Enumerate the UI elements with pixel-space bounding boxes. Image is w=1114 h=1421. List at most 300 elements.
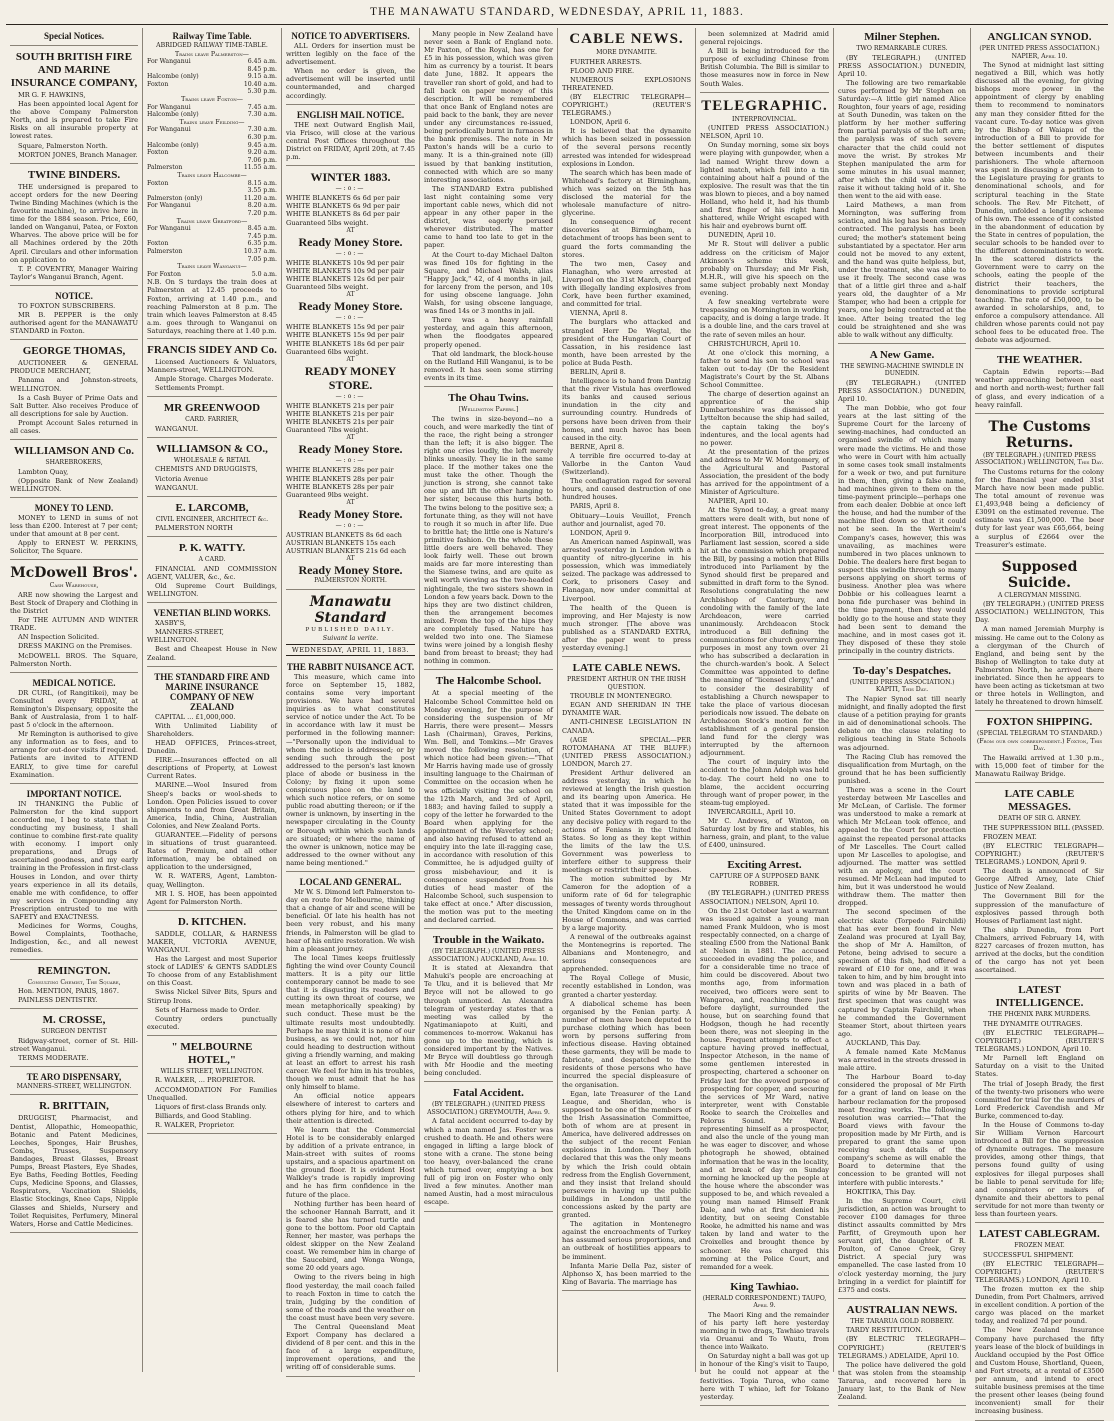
blanket-line: WHITE BLANKETS 21s per pair <box>286 401 394 410</box>
article <box>975 351 1104 413</box>
timetable-time: 9.45 a.m. <box>247 141 277 149</box>
paragraph: WANGANUI. <box>155 424 199 433</box>
timetable-destination: Palmerston <box>147 164 183 172</box>
article-headline: D. KITCHEN. <box>177 915 247 928</box>
timetable-time: 5.0 a.m. <box>251 270 277 278</box>
article-headline: LATE CABLE MESSAGES. <box>1004 788 1075 814</box>
timetable-title: Railway Time Table. <box>172 31 252 41</box>
paragraph: The Synod at midnight last sitting negatived a Bill, which was hotly discussed all the evening, for giving bishops more power in the appointment of clergy by enabling them to recommend to nominators any man they consider fitted for the vacant cure. To-day notice was given by the Bishop of Waiapu of the introduction of a Bill to provide for the better settlement of disputes between incumbents and their parishioners. The whole afternoon was spent in discussing a petition to the Legislature praying for grants to denominational schools, and for scriptural teaching in the State schools. The Rev. Mr Fitchett, of Dunedin, unfolded a lengthy scheme of his own. The essence of it consisted in the abandonment of education by the State in centres of population, the secular schools to be handed over to the different denominations to work. In the scattered districts the Government were to carry on the schools, eating the people of the district their teachers, the denominations to provide scriptural teaching. The rate of £50,000, to be awarded in scholarships, and, to enforce a compulsory attendance. All children whose parents could not pay school fees to be educated free. The debate was adjourned. <box>975 61 1104 345</box>
article-headline: R. BRITTAIN, <box>39 1100 109 1113</box>
timetable-time: 6.45 a.m. <box>247 58 277 66</box>
timetable-destination: Foxton <box>147 240 169 248</box>
article-body <box>424 415 553 666</box>
article-headline: IMPORTANT NOTICE. <box>26 788 122 799</box>
column-2 <box>143 28 282 1372</box>
article-subhead: (BY TELEGRAPH.) (UNITED PRESS ASSOCIATION.) WELLINGTON, This Day. <box>975 451 1104 467</box>
paragraph: DRUGGIST, Pharmacist, and Dentist, Allopathic, Homeopathic, Botanic and Patent Medicines, Leeches, Sponges, Hair Brushes, Combs, Trusses, Suspensory Bandages, Breast Glasses, Breast Pumps, Breast Plasters, Eye Shades, Eye Baths, Feeding Bottles, Feeding Cups, Medicine Spoons, and Glasses, Respirators, Vaccination Shields, Elastic Stockings, Knee Caps, Nipple Glasses and Shields, Nursery and Toilet Requisites, Perfumery, Mineral Waters, Horse and Cattle Medicines. <box>10 1114 138 1228</box>
paragraph: There was a scene in the Court yesterday between Mr Lascelles and Mr McLean, of Carlisle. The former was understood to make a remark at which Mr McLean took offence, and appealed to the Court for protection against the repeated personal attacks of Mr Lascelles. The Court called upon Mr Lascelles to apologise, and adjourned. The matter was settled with an apology, and the court resumed. Mr McLean had imputed to him, but it was understood he would withdraw them. The matter then dropped. <box>838 786 966 908</box>
paragraph: Swiss Nickel Silver Bits, Spurs and Stirrup Irons. <box>147 988 277 1005</box>
timetable-time: 8.15 a.m. <box>247 179 277 187</box>
article-subhead: (BY TELEGRAPH.) (UNITED PRESS ASSOCIATION.) GREYMOUTH, April 9. <box>427 1101 550 1116</box>
article-headline: ANGLICAN SYNOD. <box>987 31 1092 43</box>
paragraph: TROUBLE IN MONTENEGRO. <box>570 692 672 701</box>
article-body <box>700 889 829 1270</box>
paragraph: Has been appointed local Agent for the above Company Palmerston North, and is prepared to take Fire Risks on all insurable property at lowest rates. <box>10 100 138 141</box>
divider: —:o:— <box>335 392 366 400</box>
divider: —:o:— <box>335 185 366 193</box>
timetable-row <box>147 142 277 150</box>
article <box>975 1225 1104 1420</box>
paragraph: Ridgway-street, corner of St. Hill-street Wanganui. <box>10 1036 138 1053</box>
paragraph: MR I. S. HOE, has been appointed Agent for Palmerston North. <box>147 889 277 906</box>
timetable-time: 7.45 a.m. <box>247 103 277 111</box>
paragraph: (AGE SPECIAL—PER ROTOMAHANA AT THE BLUFF.) (UNITED PRESS ASSOCIATION.) LONDON, March 27. <box>562 735 691 768</box>
paragraph: THE DYNAMITE OUTRAGES. <box>983 1019 1083 1028</box>
blanket-line: WHITE BLANKETS 10s 9d per pair <box>286 266 405 275</box>
blanket-line: WHITE BLANKETS 28s per pair <box>286 482 394 491</box>
timetable-destination: Foxton <box>147 179 169 187</box>
timetable-row <box>147 73 277 81</box>
article <box>562 28 691 657</box>
divider: —:o:— <box>335 314 366 322</box>
paragraph: Square, Palmerston North. <box>18 141 108 150</box>
paragraph: The motion submitted by Mr Cameron for the adoption of a uniform rate of 6d for telegraphic messages of twenty words throughout the United Kingdom came on in the House of Commons, and was carried by a large majority. <box>562 875 691 932</box>
blanket-line: Guaranteed 5lbs weight. <box>286 218 369 227</box>
timetable-time: 11.20 a.m. <box>243 194 277 202</box>
paragraph: The Napier Synod sat till nearly midnight, and finally adopted the first clause of a petition praying for grants in aid of denominational schools. The debate on the clause relating to religious teaching in State Schools was adjourned. <box>838 694 966 752</box>
paragraph: A renewal of the outbreaks against the Montenegrins is reported. The Albanians and Montenegro, and serious consequences are apprehended. <box>562 932 691 974</box>
article-headline: MONEY TO LEND. <box>34 502 114 513</box>
article <box>700 95 829 855</box>
timetable-note: N.B. On S turdays the train does at Palmerston at 12.45 proceeds to Foxton, arriving at 1.40 p.m., and reaching Palmerston at 8 p.m. The train which leaves Palmerston at 8.45 a.m. goes through to Wanganui on Saturdays, reaching there at 1.40 p.m. <box>147 278 277 335</box>
paragraph: Settlements Prompt. <box>155 384 225 393</box>
paragraph: Mr W. S. Dimond left Palmerston to-day en route for Melbourne, thinking that a change of air and scene will be beneficial. Of late his health has not been very robust, and his many friends, in Palmerston will be glad to hear of his entire restoration. We wish him a pleasant journey. <box>286 888 415 953</box>
article-body <box>975 61 1104 344</box>
timetable-time: 7.20 p.m. <box>247 209 277 217</box>
article-headline: CABLE NEWS. <box>569 31 684 47</box>
timetable-destination: Halcombe (only) <box>147 111 199 119</box>
paragraph: At one o'clock this morning, a father to send his son to school was taken out to-day (Dr the Resident Magistrate's Court by the St. Albans School Committee. <box>700 348 829 390</box>
timetable-destination <box>147 210 228 218</box>
paper-motto: Suivant la verite. <box>322 633 379 642</box>
paragraph: At the presentation of the prizes and address to Mr W. Montgomery, of the Agricultural and Pastoral Association, the president of the body has arrived for the appointment of a Minister of Agriculture. <box>700 447 829 497</box>
paragraph: TARDY RESTITUTION. <box>846 1326 923 1335</box>
article <box>838 28 966 344</box>
timetable-time: 8.45 a.m. <box>247 225 277 233</box>
article-body <box>147 619 277 661</box>
article-headline: GEORGE THOMAS, <box>22 345 126 358</box>
timetable-destination <box>147 187 228 195</box>
column-6 <box>696 28 834 1401</box>
paragraph: HOKITIKA, This Day. <box>846 1187 916 1196</box>
blanket-line: WHITE BLANKETS 18s 6d per pair <box>286 339 405 348</box>
paragraph: The Central Queensland Meat Export Company has declared a dividend of 8 per cent. and this in the face of a large expenditure, improvement operations, and the writing off of considerable sums. <box>286 1323 415 1372</box>
article-body <box>147 1076 277 1129</box>
article <box>286 28 415 105</box>
article <box>424 931 553 1082</box>
article-headline: P. K. WATTY. <box>178 542 246 555</box>
article-headline: LATEST INTELLIGENCE. <box>995 984 1084 1010</box>
article-body <box>10 468 138 493</box>
paragraph: Medicines for Worms, Coughs, Bowel Complaints, Toothache, Indigestion, &c., and all newest remedies. <box>10 922 138 955</box>
paragraph: The death is announced of Sir George Alfred Arney, late Chief Justice of New Zealand. <box>975 867 1104 892</box>
blanket-advertisement <box>286 168 415 589</box>
at-label: AT <box>346 226 355 234</box>
paragraph: The conflagration raged for several hours, and caused destruction of one hundred houses. <box>562 477 691 502</box>
paragraph: MR G. F. HAWKINS, <box>18 91 86 99</box>
paragraph: Mr R. Stout will deliver a public address on the criticism of Major Atkinson's scheme this week, probably on Thursday; and Mr Fish, M.H.R., will give his speech on the same subject probably next Monday evening. <box>700 240 829 298</box>
timetable-time: 8.45 p.m. <box>247 65 277 73</box>
blanket-line: AUSTRIAN BLANKETS 15s each <box>286 539 396 548</box>
article-body <box>10 514 138 555</box>
paragraph: Liquors of first-class Brands only. <box>155 1102 267 1111</box>
article <box>147 499 277 538</box>
paragraph: The trial of Joseph Brady, the first of the twenty-two prisoners who were committed for trial for the murders of Lord Frederick Cavendish and Mr Burke, commenced to-day. <box>975 1079 1104 1120</box>
timetable-time: 7.30 a.m. <box>247 126 277 134</box>
timetable-time: 3.55 p.m. <box>247 187 277 195</box>
paragraph: AUCKLAND, This Day. <box>846 1038 921 1047</box>
paragraph: MORTON JONES, Branch Manager. <box>18 150 138 159</box>
paragraph: ANTI-CHINESE LEGISLATION IN CANADA. <box>562 718 691 735</box>
timetable-row <box>147 111 277 119</box>
article <box>838 662 966 1299</box>
article <box>147 913 277 1036</box>
paragraph: Best and Cheapest House in New Zealand. <box>147 645 277 662</box>
article <box>147 341 277 397</box>
paragraph: CHEMISTS AND DRUGGISTS, <box>155 465 258 474</box>
article-body <box>975 368 1104 408</box>
timetable-destination: Foxton <box>147 80 169 88</box>
paragraph: The burglars who attacked and strangled Herr De Wegtal, the president of the Hungarian Court of Cassation, in his residence last month, have been arrested by the police at Buda Pesth. <box>562 318 691 367</box>
paragraph: A female named Kate McManus was arrested in the streets dressed in male attire. <box>838 1048 966 1073</box>
article-headline: NOTICE. <box>55 290 93 301</box>
column-8 <box>971 28 1108 1416</box>
timetable-time: 7.05 p.m. <box>247 255 277 263</box>
paragraph: The health of the Queen is improving, and Her Majesty is now much stronger. [The above was published as a STANDARD EXTRA, after the paper went to press yesterday evening.] <box>562 603 691 653</box>
paragraph: MARINE.—Wool Insured from Sheep's backs or wool-sheds to London. Open Policies issued to cover shipments to and from Great Britain, America, India, China, Australian Colonies, and New Zealand Ports. <box>147 781 277 830</box>
winter-title: WINTER 1883. <box>310 170 391 185</box>
paragraph: FLOOD AND FIRE. <box>570 66 635 75</box>
article-body <box>562 58 691 653</box>
paragraph: Is a Cash Buyer of Prime Oats and Salt Butter. Also receives Produce of all descriptions for sale by Auction. <box>10 393 138 418</box>
paragraph: TERMS MODERATE. <box>18 1053 89 1062</box>
paragraph: The Government Bill for the suppression of the manufacture of explosives passed through both Houses of Parliament last night. <box>975 892 1104 925</box>
article-subhead: [Wellington Papers.] <box>458 406 519 414</box>
ready-money-store: Ready Money Store. <box>298 299 403 314</box>
paragraph: Sets of Harness made to Order. <box>155 1005 261 1014</box>
paragraph: R. WALKER, Proprietor. <box>155 1120 235 1129</box>
at-label: AT <box>346 291 355 299</box>
article-headline: WILLIAMSON AND Co. <box>13 445 135 458</box>
paragraph: (Opposite Bank of New Zealand) WELLINGTON. <box>10 476 138 493</box>
article <box>286 659 415 872</box>
paragraph: (BY TELEGRAPH.) (UNITED PRESS ASSOCIATION.) WELLINGTON, This Day. <box>975 600 1104 625</box>
article-body <box>147 930 277 1031</box>
timetable-destination: For Wanganui <box>147 58 191 66</box>
article-headline: M. CROSSE, <box>42 1014 106 1027</box>
paragraph: In the Supreme Court, civil jurisdiction, an action was brought to recover £100 damages for three distinct assaults committed by Mrs Parfitt, of Greymouth upon her servant girl, the daughter of R. Poulton, of Canoe Creek, Grey District. A special jury was empanelled. The case lasted from 10 o'clock yesterday morning, the jury bringing in a verdict for plaintiff for £375 and costs. <box>838 1196 966 1294</box>
paragraph: PARIS, April 8. <box>570 502 620 511</box>
paragraph: An American named Aspinwall, was arrested yesterday in London with a quantity of nitro-glycerine in his possession, which was immediately seized. The package was addressed to Cork, to prisoners Casey and Flanagan, now under committal at Liverpool. <box>562 537 691 603</box>
timetable-row <box>147 81 277 89</box>
paragraph: R. WALKER, ... PROPRIETOR. <box>155 1076 256 1085</box>
article <box>10 786 138 960</box>
timetable-table <box>147 51 277 279</box>
article-body <box>10 987 138 1004</box>
blanket-line: Guaranteed 9lbs weight. <box>286 490 369 499</box>
timetable-section-head: Trains leave Feilding— <box>179 118 245 126</box>
timetable-destination: For Wanganui <box>147 103 191 111</box>
blanket-line: Guaranteed 6lbs weight. <box>286 347 369 356</box>
timetable-destination <box>147 233 228 241</box>
blanket-line: Guaranteed 7lbs weight. <box>286 426 369 435</box>
divider: —:o:— <box>335 249 366 257</box>
paragraph: (BY ELECTRIC TELEGRAPH—COPYRIGHT.) (REUTER'S TELEGRAMS.) LONDON, April 9. <box>975 841 1104 867</box>
ready-money-store: Ready Money Store. <box>298 234 403 249</box>
column-3 <box>282 28 420 1372</box>
timetable-row <box>147 104 277 112</box>
article-body <box>10 800 138 955</box>
paragraph: Panama and Johnston-streets, WELLINGTON. <box>10 376 138 393</box>
article-body <box>10 591 138 668</box>
article <box>10 675 138 784</box>
paragraph: THE next Outward English Mail, via Frisco, will close at the various central Post Offices throughout the District on FRIDAY, April 20th, at 7.45 p.m. <box>286 120 415 162</box>
article-subhead: (PER UNITED PRESS ASSOCIATION.) NAPIER, April 10. <box>979 45 1100 60</box>
article-body <box>562 692 691 1286</box>
paragraph: In the House of Commons to-day Sir William Vernon Harcourt introduced a Bill for the suppression of dynamite outrages. The measure provides, among other things, that persons found guilty of using explosives for illegal purposes shall be liable to penal servitude for life; and conspirators or makers of dynamite and their abettors to penal servitude for not more than twenty or less than fourteen years. <box>975 1121 1104 1219</box>
timetable-row <box>147 248 277 256</box>
paragraph: The agitation in Montenegro against the encroachments of Turkey has assumed serious proportions, and an outbreak of hostilities appears to be imminent. <box>562 1220 691 1261</box>
paragraph: On the 21st October last a warrant was issued against a young man named Frank Muldoon, who is most respectably connected, on a charge of stealing £500 from the National Bank at Nelson in 1881. The accused succeeded in evading the police, and for a considerable time no trace of him could be discovered. About two months ago, from information received, two officers were sent to Wangaroa, and, reaching there just before daylight, surrounded the house, but on searching found that Hodgson, though he had recently been there, was not sleeping in the house. Frequent attempts to effect a capture having proved ineffectual, Inspector Atcheson, in the name of some gentlemen interested in prospecting, chartered a schooner on Friday last for the avowed purpose of prospecting for copper, and securing the services of Mr Ward, native interpreter, went with Constable Rooke to search the Croixelles and Pelorus Sound. Mr Ward, representing himself as a prospector, and also the uncle of the young man he was eager to discover, and whose photograph he showed, obtained information that he was in the locality, and at break of day on Sunday morning he knocked up the people at the house where the absconder was supposed to be, and which revealed a young man named Himself Frank Dale, and who at first denied his identity, but on seeing Constable Rooke, he admitted his name and was taken by land and water to the Croixelles and brought thence by schooner. He was charged this morning at the Police Court, and remanded for a week. <box>700 906 829 1271</box>
article <box>10 1097 138 1232</box>
paragraph: ALL Orders for insertion must be written legibly on the face of the advertisement. <box>286 42 415 67</box>
paragraph: Owing to the rivers being in high flood yesterday, the mail coach failed to reach Foxton in time to catch the train, Judging by the condition of some of the roads and the weather on the coast must have been very severe. <box>286 1273 415 1322</box>
paragraph: The Harbour Board to-day considered the proposal of Mr Firth for a grant of land on lease on the harbour reclamation for the proposed meat freezing works. The following resolution was carried:—"That the Board views with favour the proposition made by Mr Firth, and is prepared to grant the same upon receiving such details of the company's scheme as will enable the Board to determine that the concession to be granted will not interfere with public interests." <box>838 1073 966 1187</box>
timetable-destination: For Wanganui <box>147 202 191 210</box>
timetable-time: 5.30 p.m. <box>247 88 277 96</box>
paragraph: DR CURL, (of Rangitikei), may be Consulted every FRIDAY, at Remington's Dispensary, opposite the Bank of Australasia, from 1 to half-past 5 o'clock in the afternoon. <box>10 688 138 730</box>
blanket-line: AUSTRIAN BLANKETS 21s 6d each <box>286 547 407 556</box>
article <box>700 856 829 1275</box>
article <box>975 713 1104 783</box>
blanket-line: WHITE BLANKETS 15s 9d per pair <box>286 331 405 340</box>
paragraph: At the Court to-day Michael Dalton was fined 10s for fighting in the Square, and Michael Walsh, alias "Happy Jack," 42, of 4 months in jail, for larceny from the person, and 10s for using obscene language. John Walsh, for using obscene language, was fined 14s or 3 months in jail. <box>424 250 553 316</box>
paragraph: Mr Remington is authorised to give any information as to fees, and to arrange for out-door visits if required. Patients are invited to ATTEND EARLY, to give time for careful Examination. <box>10 730 138 779</box>
article-body <box>286 888 415 1372</box>
article-subhead: DEATH OF SIR G. ARNEY. <box>998 815 1081 823</box>
article-body <box>147 465 277 491</box>
paragraph: At a special meeting of the Halcombe School Committee held on Monday evening, for the purpose of considering the suspension of Mr Harris, there were present— Messrs Lash (Chairman), Graves, Perkins, Wm. Bell, and Tomkins.—Mr Graves moved the following resolution, of which notice had been given:—"That Mr Harris having made use of grossly insulting language to the Chairman of Committee on the occasion when he was officially visiting the school on the 12th March, and 3rd of April, 1883; and having failed to supply a copy of the letter he forwarded to the Board when applying for the appointment of the Waverley school; and also having refused to attend an enquiry into the late ill-ragging case, in accordance with resolution of this Committee, he is adjudged guilty of gross misbehaviour, and it is consequence suspended from his duties of head master of the Halcombe School, such suspension to take effect at once." After discussion, the motion was put to the meeting and declared carried. <box>424 689 553 925</box>
paragraph: been solemnized at Madrid amid general rejoicings. <box>700 30 829 47</box>
article-subhead: TWO REMARKABLE CURES. <box>856 45 948 52</box>
timetable-time: 10.40 a.m. <box>243 80 277 88</box>
paragraph: MANNERS-STREET, WELLINGTON. <box>147 628 224 645</box>
article-headline: FRANCIS SIDEY AND Co. <box>147 343 277 356</box>
timetable-row <box>147 202 277 210</box>
paragraph: MR B. PEPPER is the only authorised agent for the MANAWATU STANDARD in Foxton. <box>10 310 138 336</box>
article-headline: King Tawhiao. <box>730 1280 799 1293</box>
article-body <box>975 754 1104 778</box>
paragraph: Intelligence is to hand from Dantzig that the river Vistula has overflowed its banks and caused serious inundation in the city and surrounding country. Hundreds of persons have been driven from their homes, and much havoc has been caused in the city. <box>562 377 691 442</box>
paragraph: McDOWELL BROS. The Square, Palmerston North. <box>10 651 138 668</box>
paragraph: BERNE, April 8. <box>570 442 625 451</box>
paragraph: A Bill is being introduced for the purpose of excluding Chinese from British Columbia. The Bill is similar to those measures now in force in New South Wales. <box>700 47 829 88</box>
article <box>147 539 277 603</box>
timetable-destination: Foxton <box>147 149 169 157</box>
timetable-row <box>147 157 277 165</box>
paragraph: The New Zealand Insurance Company have purchased the fifty years lease of the block of buildings in Auckland occupied by the Post Office and Custom House, Shortland, Queen, and Fort streets, at a rental of £3500 per annum, and intend to erect suitable business premises at the time the present other leases (being found inconvenient) small for their increasing business. <box>975 1326 1104 1416</box>
paragraph: Apply to ERNEST W. PERKINS, Solicitor, The Square. <box>10 539 138 556</box>
paragraph: (BY TELEGRAPH.) (UNITED PRESS ASSOCIATION.) NELSON, April 10. <box>700 889 829 906</box>
article-subhead: SURGEON DENTIST <box>41 1028 107 1036</box>
paragraph: Mr C. Andrews, of Winton, on Saturday lost by fire and stables, his harness, grain, and plant, to the value of £400, uninsured. <box>700 817 829 850</box>
paragraph: Prompt Account Sales returned in all cases. <box>10 418 138 435</box>
paragraph: The Maori King and the remainder of his party left here yesterday morning in two drags, Tawhiao travels via Oruanui and To Wautu, from thence into Waikato. <box>700 1310 829 1352</box>
paragraph: The court of inquiry into the accident to the Johnn Adolph was held to-day. The court held no one to blame, the accident occurring through want of proper power, in the steam-tug employed. <box>700 758 829 807</box>
article-body <box>286 121 415 161</box>
paragraph: MONEY to LEND in sums of not less than £200. Interest at 7 per cent; under that amount at 8 per cent. <box>10 513 138 539</box>
article <box>975 556 1104 712</box>
issue-date: WEDNESDAY, APRIL 11, 1883. <box>286 644 415 656</box>
article <box>975 785 1104 979</box>
at-label: AT <box>346 555 355 563</box>
timetable-row <box>147 240 277 248</box>
article-body <box>975 600 1104 706</box>
paragraph: (UNITED PRESS ASSOCIATION.) NELSON, April 10. <box>700 124 829 141</box>
article-subhead: A CARD. <box>198 556 226 564</box>
article-body <box>10 302 138 335</box>
article-headline: The Ohau Twins. <box>448 392 529 405</box>
paragraph: The search which has been made of Whitehead's factory at Birmingham, which was seized on the 5th has disclosed the material for the wholesale manufacture of nitro-glycerine. <box>562 168 691 218</box>
blanket-line: WHITE BLANKETS 8s 6d per pair <box>286 210 400 219</box>
article <box>562 659 691 1291</box>
article-body <box>838 1326 966 1401</box>
paragraph: President Arthur delivered an address yesterday, in which he reviewed at length the Irish question and its bearing upon America. He stated that it was impossible for the United States Government to adopt any decisive policy with regard to the actions of Fenians in the United States. So long as they kept within the limits of the law the U.S. Government was powerless to interfere either to suppress their meetings or restrict their speeches. <box>562 769 691 875</box>
paragraph: AUCTIONEER & GENERAL PRODUCE MERCHANT, <box>10 359 138 376</box>
timetable-destination: For Foxton <box>147 270 181 278</box>
paragraph: (BY TELEGRAPH.) (UNITED PRESS ASSOCIATION.) DUNEDIN, April 10. <box>838 53 966 78</box>
article-headline: WILLIAMSON & CO., <box>156 442 268 455</box>
article-body <box>424 30 553 382</box>
article-subhead: THE SEWING-MACHINE SWINDLE IN DUNEDIN. <box>840 362 964 378</box>
paragraph: DRESS MAKING on the Premises. <box>18 642 133 651</box>
article <box>838 346 966 660</box>
paragraph: Country orders punctually executed. <box>147 1014 277 1031</box>
paragraph: On Sunday morning, some six boys were playing with gunpowder, when a lad named Wright threw down a lighted match, which fell into a tin containing about half a pound of the explosive. The result was that the tin was blown to pieces, and a boy named Holland, who held it, had his thumb and first finger of his right hand shattered, while Wright escaped with his hair and eyebrows burnt off. <box>700 141 829 231</box>
paragraph: At the Synod to-day, a great many matters were dealt with, but none of great interest. The opponents of the Incorporation Bill, introduced into Parliament last session, scored a side hit at the commission which prepared the Bill, by passing a motion that Bills introduced into Parliament by the Synod should first be prepared and submitted in draft form to the Synod. Resolutions congratulating the new Archbishop of Canterbury, and condoling with the family of the late Archdeacon, were carried unanimously. Archdeacon Stock introduced a Bill defining the communications for church governing purposes in most any town over 21 who has subscribed a declaration in the church-warden's book. A Select Committee was appointed to define the meaning of "licensed clergy," and to consider the desirability of establishing a Church newspaper to take the place of various diocesan periodicals now issued. The debate on Archdeacon Stock's motion for the establishment of a general pension land fund for the clergy was interrupted by the afternoon adjournment. <box>700 506 829 758</box>
timetable-time: 6.35 p.m. <box>247 240 277 248</box>
article-body <box>10 183 138 281</box>
article <box>975 416 1104 554</box>
paragraph: FIRE.—Insurances effected on all descriptions of Property, at Lowest Current Rates. <box>147 756 277 781</box>
paragraph: HEAD OFFICES, Princes-street, Dunedin. <box>147 738 277 756</box>
article-headline: SOUTH BRITISH FIRE AND MARINE INSURANCE COMPANY, <box>10 51 138 89</box>
article-body <box>147 565 277 598</box>
paragraph: Billiards, and Good Stabling. <box>155 1111 252 1120</box>
paragraph: The following are two remarkable cures performed by Mr Stephen on Saturday:—A little girl named Alice Roughton, four years of age, residing at South Dunedin, was taken on the platform by her mother suffering from partial paralysis of the left arm; the paralysis was of such severe character that the child could not move the wrist. By strokes Mr Stephen manipulated the arm for some minutes in his usual manner, after which the child was able to raise it without taking hold of it. She then went to the aid with ease. <box>838 78 966 201</box>
ready-money-store: Ready Money Store. <box>298 506 403 521</box>
paragraph: With Unlimited Liability of Shareholders. <box>147 721 277 738</box>
paragraph: The charge of desertion against an apprentice of the ship Dumbartonshire was dismissed at Lyttelton because the ship had sailed, the captain taking the boy's indentures, and the local agents had no power. <box>700 390 829 447</box>
timetable-destination: Palmerston <box>147 247 183 255</box>
timetable-time: 10.37 a.m. <box>243 247 277 255</box>
article-headline: McDowell Bros'. <box>10 565 138 582</box>
paragraph: The ship Dunedin, from Port Chalmers, arrived February 14, with 8227 carcases of frozen mutton, has arrived at the docks, but the condition of the cargo has not yet been ascertained. <box>975 925 1104 975</box>
paragraph: This measure, which came into force on September 15, 1882, contains some very important provisions. We have had several inquiries as to what constitutes service of notice under the Act. To be in accordance with law it must be performed in the following manner:—"Personally upon the individual to whom the notice is addressed; or by sending such through the post addressed to the person's last known place of abode or business in the Colony; by fixing it upon some conspicuous place on the land to which such notice refers, or on some public road abutting thereon; or if the owner is unknown, by inserting in the newspaper circulating in the County or Borough within which such lands are situated; or where the name of the owner is unknown, notice may be addressed to the owner without any name being mentioned." <box>286 672 415 867</box>
article-headline: The Customs Returns. <box>988 418 1091 451</box>
paragraph: Old Supreme Court Buildings, WELLINGTON. <box>147 582 277 599</box>
blanket-line: WHITE BLANKETS 6s 9d per pair <box>286 202 400 211</box>
paragraph: When no order is given, the advertisement will be inserted until countermanded, and charged accordingly. <box>286 67 415 100</box>
timetable-time: 11.55 a.m. <box>243 164 277 172</box>
timetable-row <box>147 149 277 157</box>
article-subhead: THE PHŒNIX PARK MURDERS. <box>988 1011 1091 1019</box>
article-subhead: A CLERGYMAN MISSING. <box>997 591 1082 599</box>
column-1 <box>6 28 143 1372</box>
timetable-row <box>147 180 277 188</box>
timetable-time: 7.06 p.m. <box>247 156 277 164</box>
paragraph: Laird Mathews, a man from Mornington, was suffering from sciatica, and his leg has been entirely contracted. The paralysis has been cured; the mother's statement being substantiated by a spectator. Her arm could not be moved to any extent, and the hand was quite helpless, but, under the treatment, she was able to use it freely. The second case was that of a little girl three and a-half years old, the daughter of a Mr Stamper, who had been a cripple for years, one leg being contracted at the knee. After being treated the leg could be straightened and she was able to walk without any difficulty. <box>838 201 966 339</box>
columns <box>6 28 1108 1416</box>
paragraph: VIENNA, April 8. <box>570 309 628 318</box>
paragraph: XASBY'S, <box>155 619 187 628</box>
article-body <box>424 1117 553 1206</box>
article-body <box>147 425 277 433</box>
paragraph: Mr Parnell left England on Saturday on a visit to the United States. <box>975 1054 1104 1079</box>
timetable-section-head: Trains leave Wanganui— <box>177 263 247 271</box>
article-headline: TWINE BINDERS. <box>27 168 121 181</box>
article-headline: Exciting Arrest. <box>727 859 802 872</box>
column-4 <box>420 28 558 1372</box>
article-body <box>147 358 277 392</box>
paragraph: Captain Edwin reports:—Bad weather approaching between east and north and north-west; further fall of glass, and every indication of a heavy rainfall. <box>975 368 1104 409</box>
paragraph: THE SUPPRESSION BILL (PASSED. <box>983 823 1104 832</box>
blanket-line: WHITE BLANKETS 28s per pair <box>286 466 394 475</box>
paragraph: On Saturday night a ball was got up in honour of the King's visit to Taupo, but he could not appear at the festivities. Topia Turoa, who came here with T whiao, left for Tokano yesterday. <box>700 1352 829 1401</box>
article-headline: AUSTRALIAN NEWS. <box>846 1303 958 1316</box>
paragraph: (BY ELECTRIC TELEGRAPH—COPYRIGHT.) (REUTER'S TELEGRAMS.) LONDON, April 10. <box>975 1028 1104 1054</box>
paragraph: The frozen mutton ex the ship Dunedin, from Port Chalmers, arrived in excellent condition. A portion of the cargo was placed on the market today, and realized 7d per pound. <box>975 1285 1104 1326</box>
paragraph: BERLIN, April 8. <box>570 367 626 376</box>
article <box>147 440 277 497</box>
paragraph: AN Inspection Solicited. <box>18 633 100 642</box>
paragraph: (BY ELECTRIC TELEGRAPH—COPYRIGHT.) (REUTER'S TELEGRAMS.) LONDON, April 10. <box>975 1259 1104 1284</box>
article <box>10 166 138 286</box>
article-body <box>424 689 553 924</box>
article-subhead: (SPECIAL TELEGRAM TO STANDARD.) (From our own correspondent.) Foxton, This Day. <box>976 730 1103 753</box>
article-body <box>10 1037 138 1062</box>
paragraph: The local Times keeps fruitlessly fighting the wind over County Council matters. It is a pity our little contemporary cannot be made to see that it is disgusting its readers and cutting its own throat of course, we mean metaphorically speaking) by such conduct. These must be the ultimate results most undoubtedly. Perhaps he may think it is none of our business, as we could not, nor him could heading to destruction without giving a friendly warning, and making at least an effort to arrest his rash career. We feel for him in his troubles, though we must admit that he has only himself to blame. <box>286 953 415 1092</box>
paragraph: FINANCIAL AND COMMISSION AGENT, VALUER, &c., &c. <box>147 564 277 581</box>
article-headline: E. LARCOMB, <box>175 501 249 514</box>
article-subhead: WHOLESALE & RETAIL <box>173 456 251 464</box>
timetable-row <box>147 271 277 279</box>
at-label: AT <box>346 434 355 442</box>
paragraph: (BY ELECTRIC TELEGRAPH—COPYRIGHT.) (REUTER'S TELEGRAMS.) ADELAIDE, April 10. <box>838 1335 966 1360</box>
article-subhead: (BY TELEGRAPH.) (UNITED PRESS ASSOCIATION.) AUCKLAND, April 10. <box>428 948 549 963</box>
timetable-time: 9.20 a.m. <box>247 149 277 157</box>
article <box>975 981 1104 1223</box>
article <box>147 399 277 438</box>
paragraph: THE undersigned is prepared to accept orders for the new Deering Twine Binding Machines (which is the favourite machine), to arrive here in time for the 1884 season. Price, £60, landed on Wanganui, Patea, or Foxton Wharves. The above price will be for all Machines ordered by the 20th April. Circulars and other information on application to <box>10 182 138 264</box>
paragraph: Infanta Marie Della Paz, sister of Alphonso X, has been married to the King of Bavaria. The marriage has <box>562 1261 691 1286</box>
article <box>147 1038 277 1134</box>
article-subhead: INTERPROVINCIAL. <box>732 115 797 123</box>
article-headline: LATEST CABLEGRAM. <box>979 1228 1100 1241</box>
paragraph: Ample Storage. Charges Moderate. <box>155 375 274 384</box>
paragraph: Hon. MENTION, PARIS, 1867. <box>18 987 119 995</box>
article-headline: Trouble in the Waikato. <box>432 934 545 947</box>
